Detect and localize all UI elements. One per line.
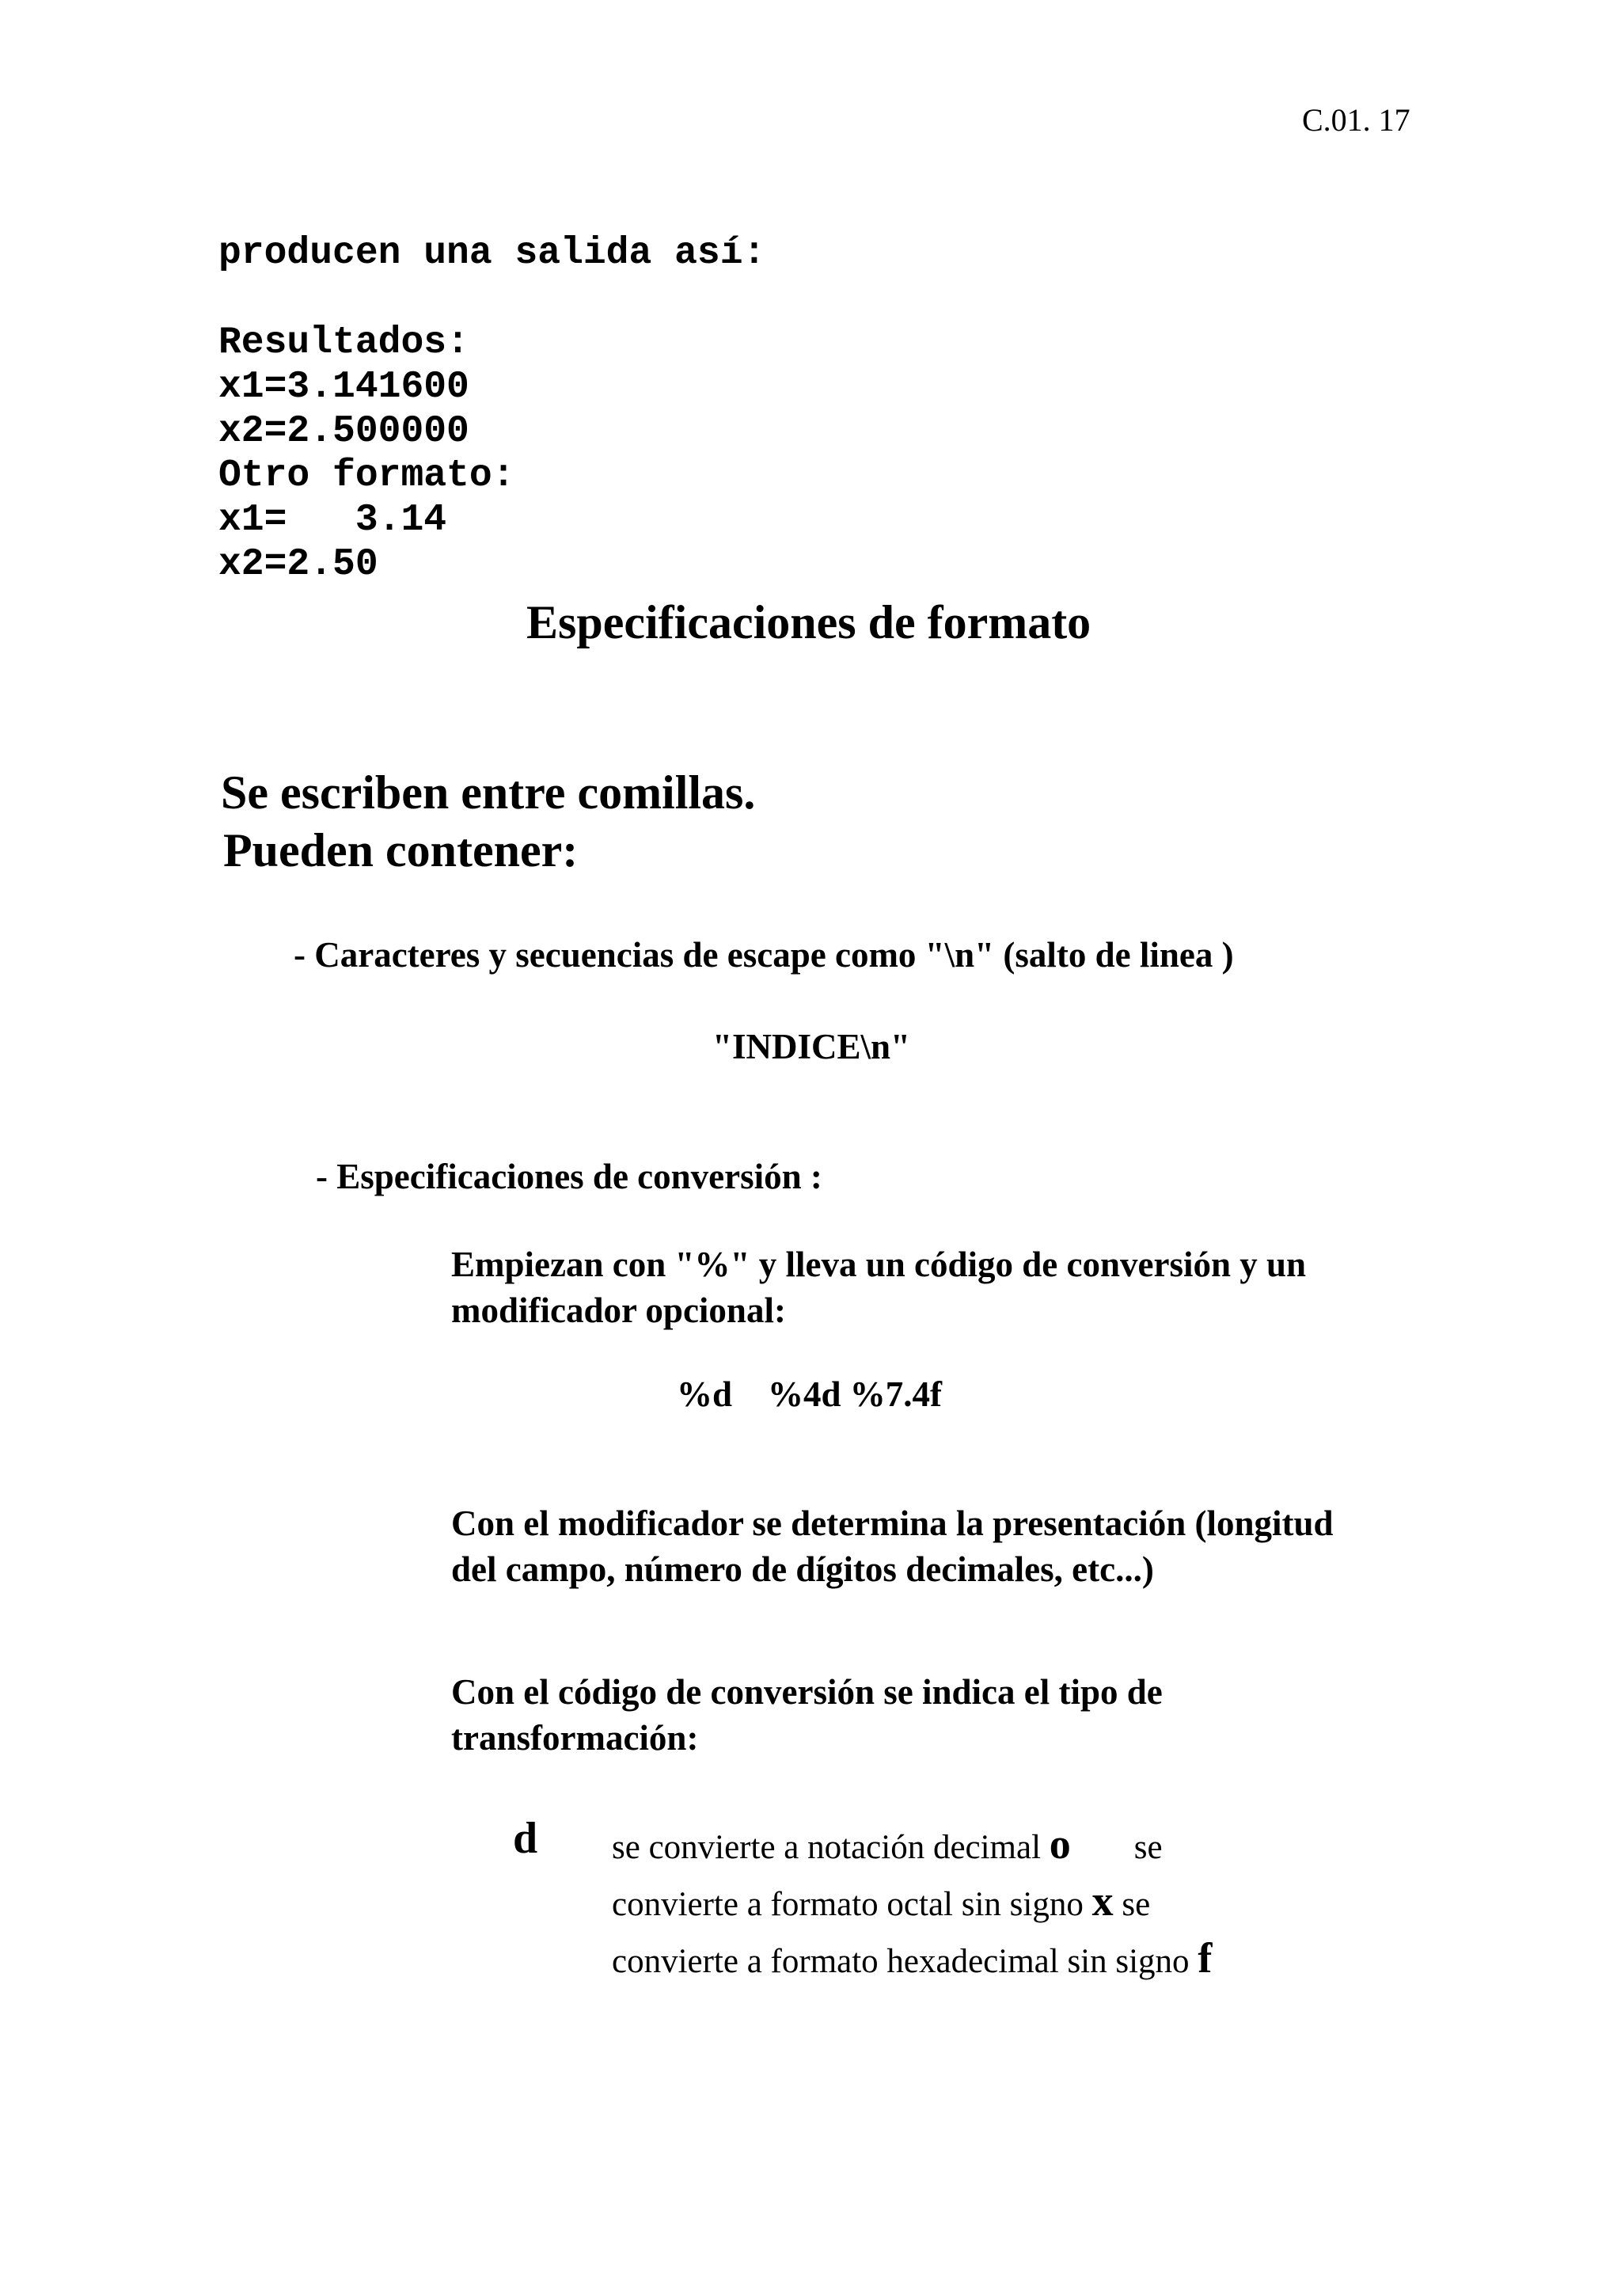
definition-letter-o: o <box>1049 1820 1071 1868</box>
bullet-escape-sequences: - Caracteres y secuencias de escape como "\n" (salto de linea ) <box>294 935 1234 975</box>
definition-letter-d: d <box>513 1814 538 1863</box>
definition-letter-x: x <box>1091 1877 1114 1925</box>
code-line: x2=2.50 <box>218 543 378 586</box>
code-line: Resultados: <box>218 321 469 364</box>
paragraph-line: modificador opcional: <box>451 1291 786 1330</box>
intro-line: Se escriben entre comillas. <box>221 766 756 819</box>
definition-line <box>612 1819 1163 1868</box>
paragraph-line: transformación: <box>451 1718 699 1758</box>
intro-line: Pueden contener: <box>223 824 579 876</box>
code-line: x2=2.500000 <box>218 410 469 453</box>
definition-text: se <box>1113 1886 1151 1923</box>
page-number: C.01. 17 <box>1302 102 1410 138</box>
definition-text: convierte a formato octal sin signo <box>612 1886 1092 1923</box>
escape-example: "INDICE\n" <box>712 1027 911 1066</box>
paragraph-line: Empiezan con "%" y lleva un código de conversión y un <box>451 1245 1307 1284</box>
definition-line <box>612 1876 1150 1925</box>
paragraph-line: Con el código de conversión se indica el tipo de <box>451 1672 1163 1712</box>
code-line: Otro formato: <box>218 454 515 497</box>
bullet-conversion-specs: - Especificaciones de conversión : <box>316 1157 822 1196</box>
conversion-examples: %d %4d %7.4f <box>677 1374 943 1414</box>
section-heading: Especificaciones de formato <box>526 596 1091 648</box>
definition-line <box>612 1933 1212 1982</box>
definition-text: se <box>1133 1829 1163 1866</box>
paragraph-line: del campo, número de dígitos decimales, etc...) <box>451 1549 1154 1589</box>
code-line: x1=3.141600 <box>218 366 469 409</box>
paragraph-line: Con el modificador se determina la presentación (longitud <box>451 1503 1334 1543</box>
definition-text: convierte a formato hexadecimal sin signo <box>612 1943 1198 1980</box>
definition-letter-f: f <box>1198 1934 1213 1982</box>
code-line: producen una salida así: <box>218 232 766 275</box>
definition-text: se convierte a notación decimal <box>612 1829 1050 1866</box>
code-line: x1= 3.14 <box>218 499 447 542</box>
